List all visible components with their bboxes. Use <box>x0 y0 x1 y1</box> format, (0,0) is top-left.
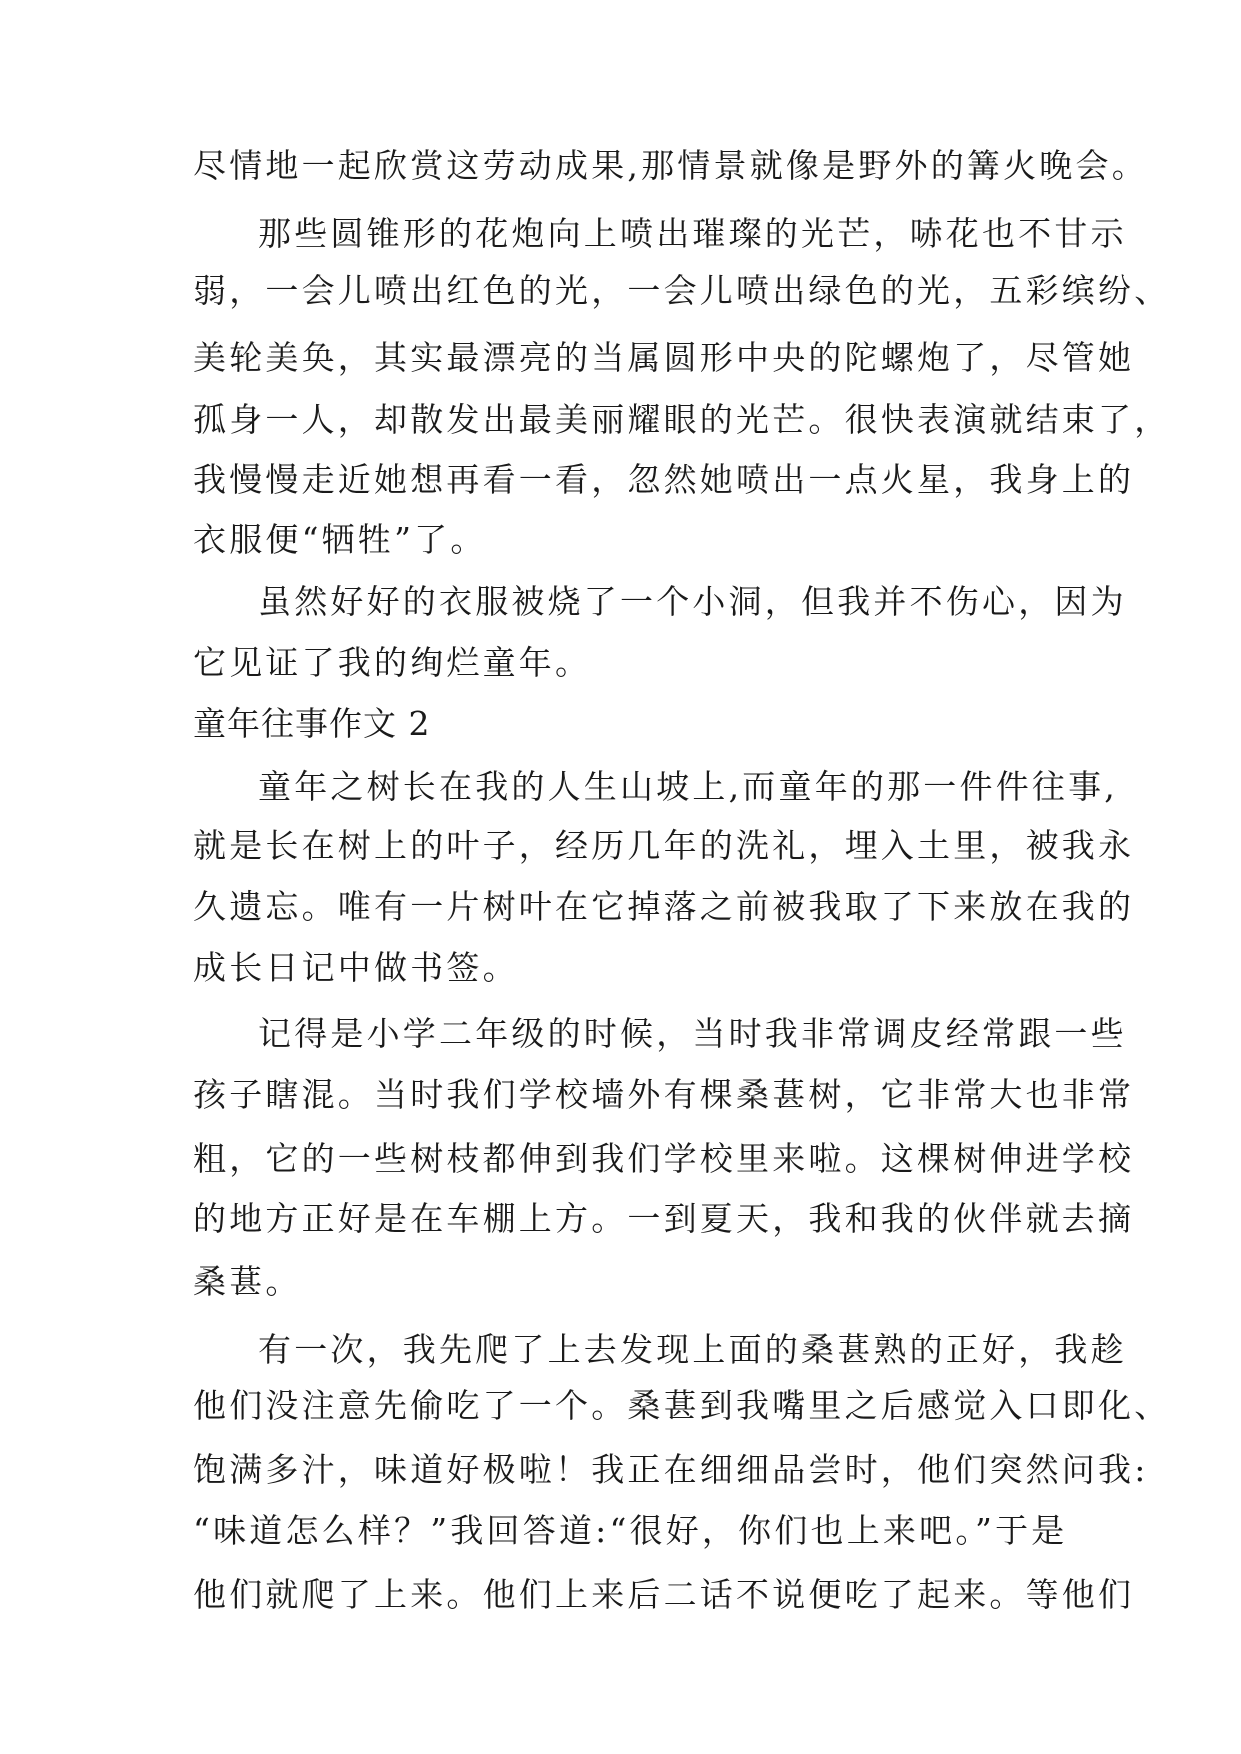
text-line: 饱满多汁，味道好极啦！我正在细细品尝时，他们突然问我: <box>193 1450 1149 1489</box>
text-line: 成长日记中做书签。 <box>193 948 519 987</box>
text-line: “味道怎么样？”我回答道:“很好，你们也上来吧。”于是 <box>193 1511 1068 1550</box>
text-line: 它见证了我的绚烂童年。 <box>193 643 592 682</box>
paragraph-first-line: 有一次，我先爬了上去发现上面的桑葚熟的正好，我趁 <box>258 1330 1127 1369</box>
text-line: 我慢慢走近她想再看一看，忽然她喷出一点火星，我身上的 <box>193 460 1135 499</box>
paragraph-first-line: 那些圆锥形的花炮向上喷出璀璨的光芒，哧花也不甘示 <box>258 214 1127 253</box>
text-line: 桑葚。 <box>193 1262 302 1301</box>
text-line: 他们没注意先偷吃了一个。桑葚到我嘴里之后感觉入口即化、 <box>193 1386 1171 1425</box>
text-line: 尽情地一起欣赏这劳动成果,那情景就像是野外的篝火晚会。 <box>193 146 1148 185</box>
paragraph-first-line: 童年之树长在我的人生山坡上,而童年的那一件件往事, <box>258 767 1118 806</box>
text-line: 美轮美奂，其实最漂亮的当属圆形中央的陀螺炮了，尽管她 <box>193 338 1135 377</box>
text-line: 久遗忘。唯有一片树叶在它掉落之前被我取了下来放在我的 <box>193 887 1135 926</box>
text-line: 他们就爬了上来。他们上来后二话不说便吃了起来。等他们 <box>193 1575 1135 1614</box>
paragraph-first-line: 记得是小学二年级的时候，当时我非常调皮经常跟一些 <box>258 1014 1127 1053</box>
text-line: 的地方正好是在车棚上方。一到夏天，我和我的伙伴就去摘 <box>193 1199 1135 1238</box>
text-line: 粗，它的一些树枝都伸到我们学校里来啦。这棵树伸进学校 <box>193 1139 1135 1178</box>
text-line: 就是长在树上的叶子，经历几年的洗礼，埋入土里，被我永 <box>193 826 1135 865</box>
text-line: 孤身一人，却散发出最美丽耀眼的光芒。很快表演就结束了， <box>193 400 1171 439</box>
text-line: 衣服便“牺牲”了。 <box>193 520 487 559</box>
text-line: 孩子瞎混。当时我们学校墙外有棵桑葚树，它非常大也非常 <box>193 1075 1135 1114</box>
text-line: 弱，一会儿喷出红色的光，一会儿喷出绿色的光，五彩缤纷、 <box>193 271 1171 310</box>
paragraph-first-line: 虽然好好的衣服被烧了一个小洞，但我并不伤心，因为 <box>258 582 1127 621</box>
section-heading: 童年往事作文 2 <box>193 704 431 743</box>
